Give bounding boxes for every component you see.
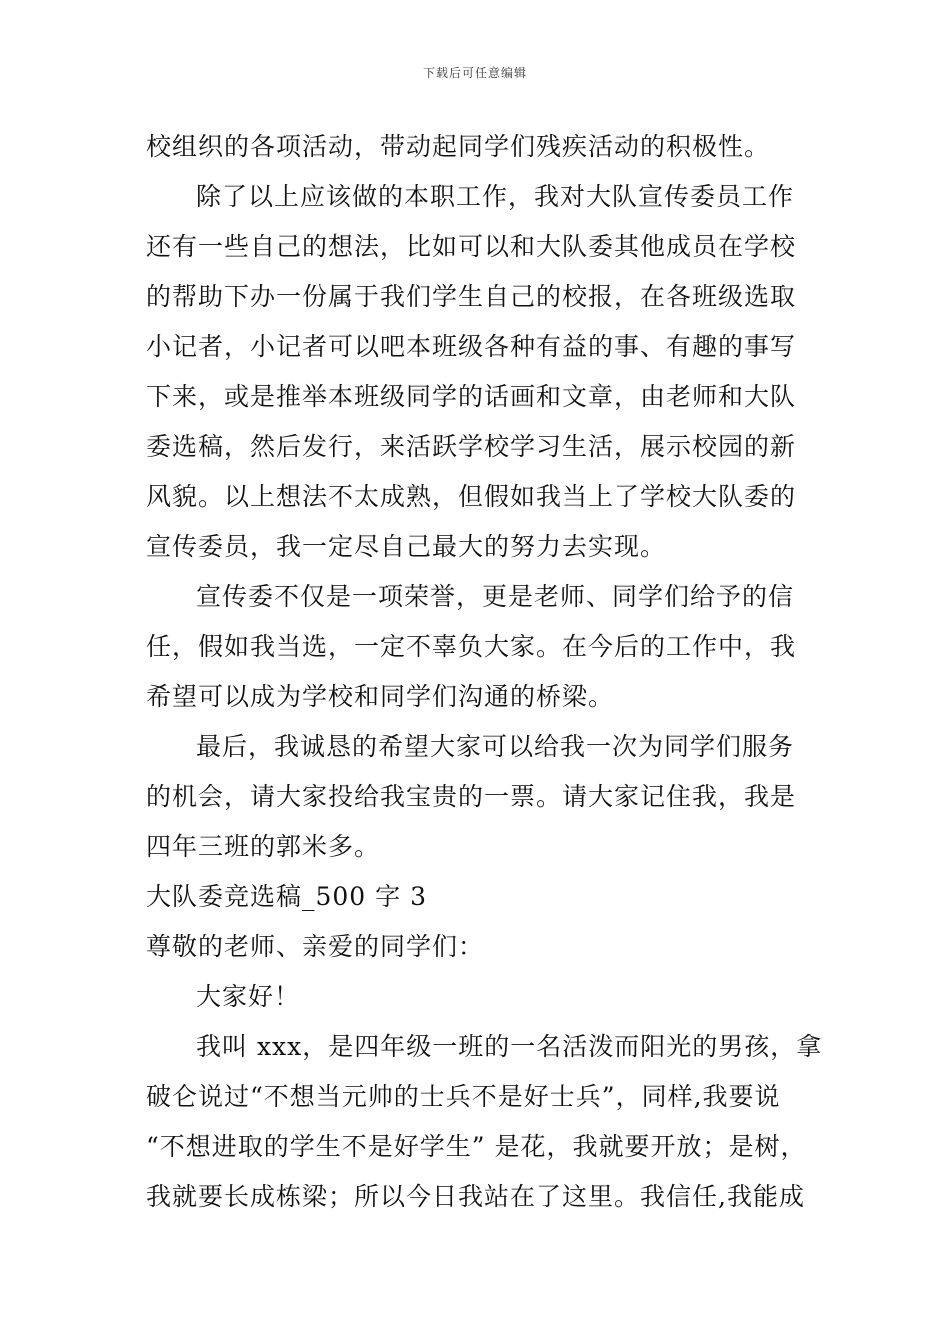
- salutation: 尊敬的老师、亲爱的同学们：: [146, 932, 485, 961]
- text-line: 风貌。以上想法不太成熟，但假如我当上了学校大队委的: [146, 482, 797, 511]
- page-header: 下载后可任意编辑: [422, 66, 527, 80]
- text-line: 除了以上应该做的本职工作，我对大队宣传委员工作: [196, 182, 795, 211]
- document-body: [146, 122, 823, 1222]
- text-line: 的机会，请大家投给我宝贵的一票。请大家记住我，我是: [146, 782, 797, 811]
- text-line: 任，假如我当选，一定不辜负大家。在今后的工作中，我: [146, 632, 797, 661]
- text-line: 我就要长成栋梁；所以今日我站在了这里。我信任,我能成: [146, 1182, 805, 1211]
- text-line: 宣传委员，我一定尽自己最大的努力去实现。: [146, 532, 667, 561]
- greeting: 大家好！: [196, 982, 301, 1011]
- text-line: 最后，我诚恳的希望大家可以给我一次为同学们服务: [196, 732, 795, 761]
- text-line: 希望可以成为学校和同学们沟通的桥梁。: [146, 682, 615, 711]
- text-line: 的帮助下办一份属于我们学生自己的校报，在各班级选取: [146, 282, 797, 311]
- text-line: 小记者，小记者可以吧本班级各种有益的事、有趣的事写: [146, 332, 797, 361]
- text-line: 破仑说过“不想当元帅的士兵不是好士兵”，同样,我要说: [146, 1082, 781, 1111]
- text-line: 宣传委不仅是一项荣誉，更是老师、同学们给予的信: [196, 582, 795, 611]
- text-line: 还有一些自己的想法，比如可以和大队委其他成员在学校: [146, 232, 797, 261]
- text-line: 委选稿，然后发行，来活跃学校学习生活，展示校园的新: [146, 432, 797, 461]
- text-line: 下来，或是推举本班级同学的话画和文章，由老师和大队: [146, 382, 797, 411]
- text-line: 我叫 xxx，是四年级一班的一名活泼而阳光的男孩，拿: [196, 1032, 823, 1061]
- text-line: 校组织的各项活动，带动起同学们残疾活动的积极性。: [146, 132, 771, 161]
- text-line: 四年三班的郭米多。: [146, 832, 381, 861]
- section-title: 大队委竞选稿_500 字 3: [146, 882, 428, 911]
- text-line: “不想进取的学生不是好学生” 是花，我就要开放；是树，: [146, 1132, 807, 1161]
